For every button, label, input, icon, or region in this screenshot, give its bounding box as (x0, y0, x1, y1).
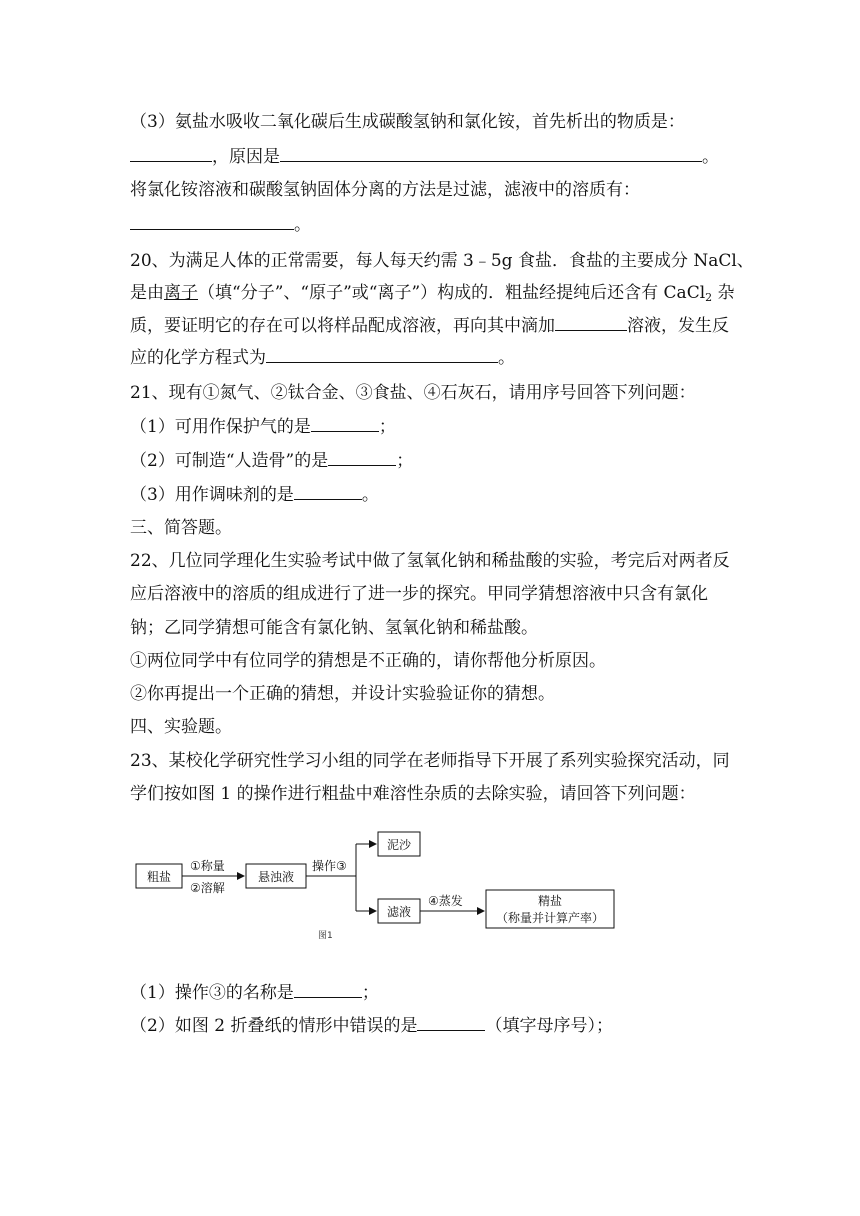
q23-line1: 23、某校化学研究性学习小组的同学在老师指导下开展了系列实验探究活动，同 (130, 751, 730, 771)
q22-sub1: ①两位同学中有位同学的猜想是不正确的，请你帮他分析原因。 (130, 651, 606, 671)
q20-line1: 20、为满足人体的正常需要，每人每天约需 3﹣5g 食盐．食盐的主要成分 NaCl、 (130, 251, 754, 271)
answer-blank[interactable] (130, 147, 212, 162)
q20-answer-ion: 离子 (164, 283, 198, 303)
figure-caption: 图1 (318, 931, 333, 941)
q19-3-line4: 。 (130, 214, 311, 236)
q21-item-1: （1）可用作保护气的是 ； (130, 417, 396, 437)
q22-sub2: ②你再提出一个正确的猜想，并设计实验验证你的猜想。 (130, 684, 555, 704)
box-refined-salt-note: （称量并计算产率） (495, 911, 605, 925)
box-suspension-label: 悬浊液 (257, 870, 295, 884)
step-operation3-label: 操作③ (312, 859, 347, 873)
box-sand-label: 泥沙 (386, 838, 412, 852)
q20-line4: 应的化学方程式为 。 (130, 348, 515, 368)
box-refined-salt-label: 精盐 (537, 894, 563, 908)
q22-line1: 22、几位同学理化生实验考试中做了氢氧化钠和稀盐酸的实验，考完后对两者反 (130, 551, 730, 571)
q23-sub2: （2）如图 2 折叠纸的情形中错误的是 （填字母序号）； (130, 1016, 613, 1036)
q23-sub1: （1）操作③的名称是 ； (130, 983, 379, 1003)
step-dissolve-label: ②溶解 (190, 881, 225, 895)
section-heading-4: 四、实验题。 (130, 717, 232, 737)
answer-blank[interactable] (311, 417, 379, 432)
answer-blank[interactable] (294, 485, 362, 500)
q20-line2: 是由离子（填“分子”、“原子”或“离子”）构成的．粗盐经提纯后还含有 CaCl$_2$ 杂 (130, 283, 735, 304)
box-filtrate-label: 滤液 (386, 905, 412, 919)
step-evaporate-label: ④蒸发 (428, 894, 463, 908)
box-crude-salt-label: 粗盐 (146, 870, 172, 884)
answer-blank[interactable] (555, 316, 627, 331)
q21-item-3: （3）用作调味剂的是 。 (130, 485, 379, 505)
answer-blank[interactable] (280, 147, 702, 162)
answer-blank[interactable] (294, 983, 362, 998)
section-heading-3: 三、简答题。 (130, 518, 232, 538)
q20-line3: 质，要证明它的存在可以将样品配成溶液，再向其中滴加 溶液，发生反 (130, 316, 729, 336)
step-weigh-label: ①称量 (190, 859, 225, 873)
q22-line2: 应后溶液中的溶质的组成进行了进一步的探究。甲同学猜想溶液中只含有氯化 (130, 584, 708, 604)
flow-diagram (132, 826, 632, 946)
q19-3-line1: （3）氨盐水吸收二氧化碳后生成碳酸氢钠和氯化铵，首先析出的物质是： (130, 112, 685, 132)
q23-line2: 学们按如图 1 的操作进行粗盐中难溶性杂质的去除实验，请回答下列问题： (130, 784, 696, 804)
q19-3-line3: 将氯化铵溶液和碳酸氢钠固体分离的方法是过滤，滤液中的溶质有： (130, 180, 640, 200)
q21-item-2: （2）可制造“人造骨”的是 ； (130, 451, 414, 471)
q21-stem: 21、现有①氮气、②钛合金、③食盐、④石灰石，请用序号回答下列问题： (130, 383, 696, 403)
answer-blank[interactable] (266, 348, 498, 363)
q22-line3: 钠；乙同学猜想可能含有氯化钠、氢氧化钠和稀盐酸。 (130, 618, 538, 638)
answer-blank[interactable] (328, 451, 396, 466)
answer-blank[interactable] (130, 215, 294, 230)
answer-blank[interactable] (417, 1016, 485, 1031)
q19-3-line2: ，原因是 。 (130, 146, 719, 168)
